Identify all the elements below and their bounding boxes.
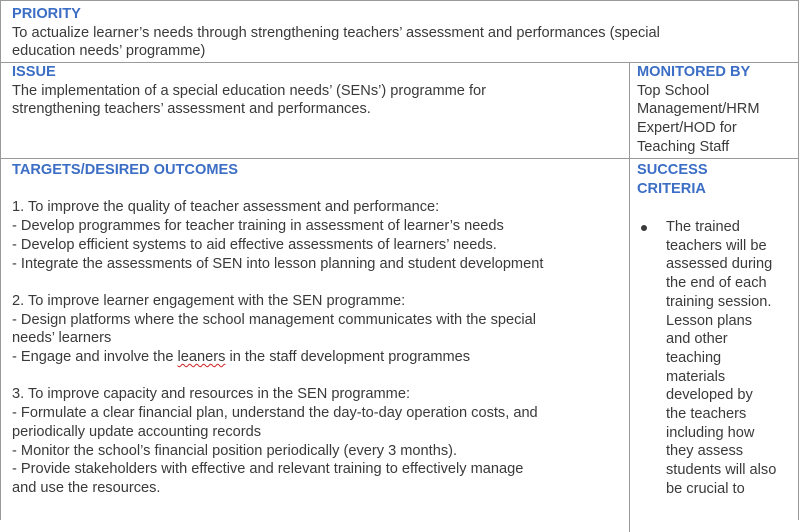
success-line: and other <box>666 331 728 348</box>
success-line: they assess <box>666 443 744 460</box>
issue-text-line: strengthening teachers’ assessment and performances. <box>12 101 371 118</box>
success-bullet-text <box>666 218 797 499</box>
monitored-by-heading: MONITORED BY <box>637 64 751 80</box>
priority-heading: PRIORITY <box>12 6 81 22</box>
success-criteria-cell <box>637 161 797 198</box>
target-item-text: in the staff development programmes <box>225 349 471 365</box>
priority-cell <box>12 5 792 61</box>
success-heading: CRITERIA <box>637 180 706 197</box>
success-line: developed by <box>666 387 753 404</box>
target-group-title: 1. To improve the quality of teacher assessment and performance: <box>12 199 440 216</box>
target-group-title: 2. To improve learner engagement with the SEN programme: <box>12 292 406 309</box>
priority-text-line: To actualize learner’s needs through strengthening teachers’ assessment and performances (special <box>12 24 660 41</box>
misspelled-word: leaners <box>177 349 226 365</box>
success-line: teaching <box>666 349 722 366</box>
target-item-continued: periodically update accounting records <box>12 423 262 440</box>
targets-heading: TARGETS/DESIRED OUTCOMES <box>12 162 238 178</box>
success-line: students will also <box>666 462 777 479</box>
success-line: training session. <box>666 293 772 310</box>
success-line: teachers will be <box>666 237 767 254</box>
issue-heading: ISSUE <box>12 64 56 80</box>
monitored-by-line: Teaching Staff <box>637 138 730 155</box>
success-bullet <box>641 218 797 499</box>
monitored-by-line: Top School <box>637 82 710 99</box>
success-line: materials <box>666 368 726 385</box>
target-group-title: 3. To improve capacity and resources in the SEN programme: <box>12 386 410 403</box>
target-item-text: - Engage and involve the <box>12 349 178 365</box>
issue-cell <box>12 63 622 119</box>
bullet-icon <box>641 225 647 231</box>
target-item: - Develop efficient systems to aid effective assessments of learners’ needs. <box>12 236 497 253</box>
success-line: The trained <box>666 219 740 235</box>
target-item: - Design platforms where the school management communicates with the special <box>12 311 536 328</box>
target-item: - Formulate a clear financial plan, understand the day-to-day operation costs, and <box>12 405 538 422</box>
column-divider <box>629 62 630 532</box>
monitored-by-line: Expert/HOD for <box>637 120 737 137</box>
target-item: - Develop programmes for teacher training in assessment of learner’s needs <box>12 218 504 235</box>
success-line: the teachers <box>666 406 747 423</box>
target-item: - Integrate the assessments of SEN into lesson planning and student development <box>12 255 544 272</box>
success-line: assessed during <box>666 256 773 273</box>
monitored-by-cell <box>637 63 797 157</box>
success-heading: SUCCESS <box>637 162 708 178</box>
targets-cell <box>12 161 624 498</box>
success-line: including how <box>666 424 755 441</box>
target-item <box>12 348 624 367</box>
target-item: - Provide stakeholders with effective and relevant training to effectively manage <box>12 461 524 478</box>
priority-text-line: education needs’ programme) <box>12 43 206 60</box>
target-item-continued: needs’ learners <box>12 330 112 347</box>
success-line: Lesson plans <box>666 312 753 329</box>
monitored-by-line: Management/HRM <box>637 101 760 118</box>
success-line: be crucial to <box>666 480 745 497</box>
target-item: - Monitor the school’s financial position periodically (every 3 months). <box>12 442 458 459</box>
row-divider <box>1 158 798 159</box>
success-line: the end of each <box>666 275 767 292</box>
issue-text-line: The implementation of a special education needs’ (SENs’) programme for <box>12 82 486 99</box>
target-item-continued: and use the resources. <box>12 479 161 496</box>
